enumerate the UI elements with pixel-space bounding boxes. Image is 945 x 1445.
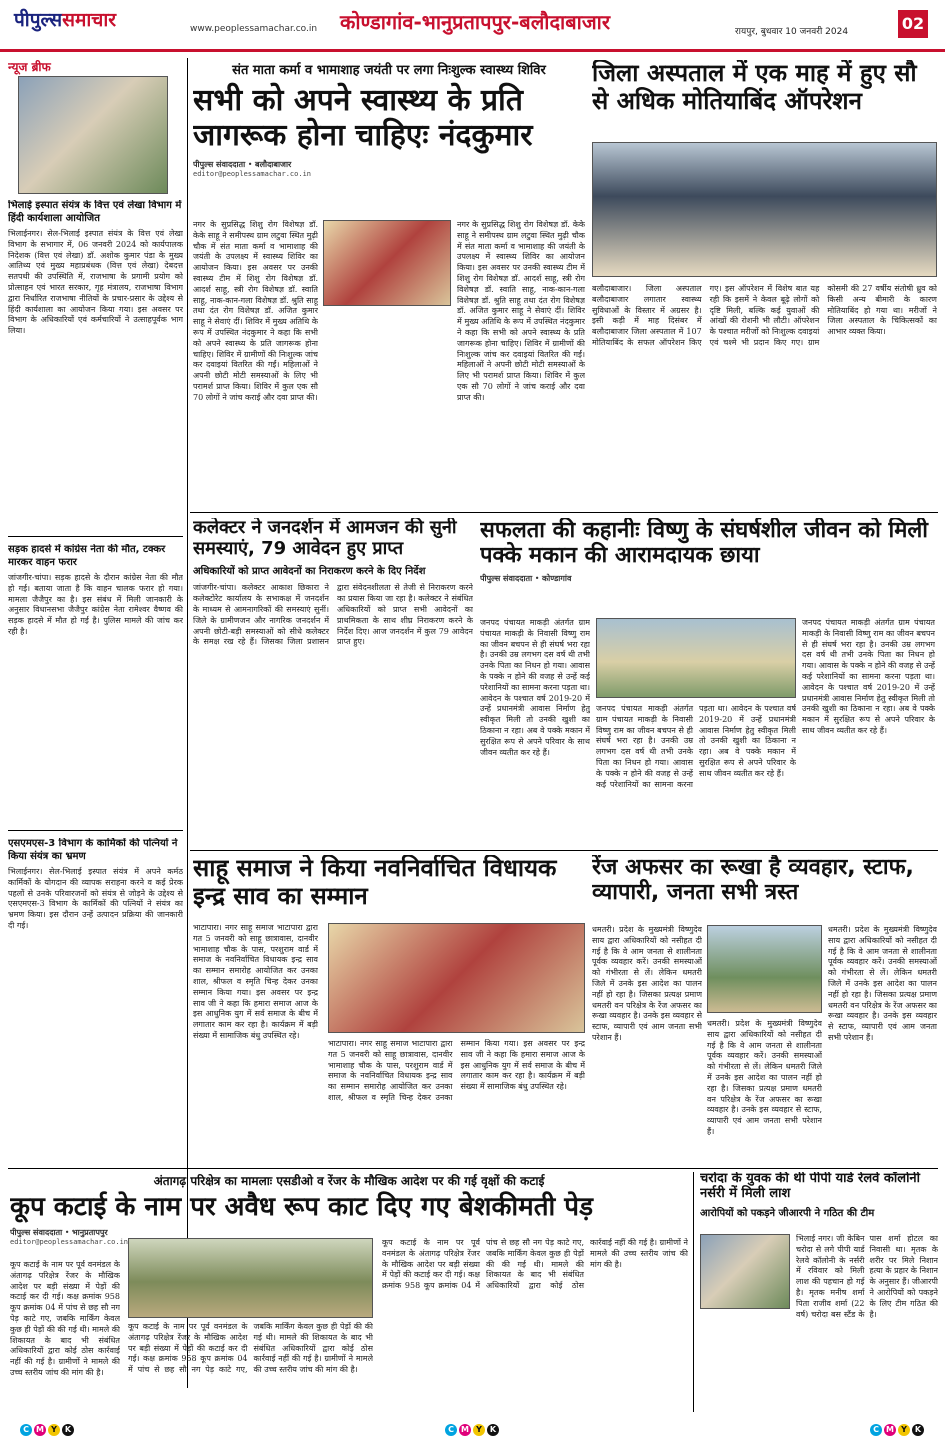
- masthead: [0, 0, 945, 52]
- story-eye-operation: [592, 60, 937, 510]
- brief-item: [8, 544, 183, 824]
- story-body-col3: धमतरी। प्रदेश के मुख्यमंत्री विष्णुदेव साय द्वारा अधिकारियों को नसीहत दी गई है कि वे आम जनता से शालीनता पूर्वक व्यवहार करें। उनकी समस्याओं को गंभीरता से लें। लेकिन धमतरी जिले में उनके इस आदेश का पालन नहीं हो रहा है। जिसका प्रत्यक्ष प्रमाण धमतरी वन परिक्षेत्र के रेंज अफसर का रूखा व्यवहार है। उनके इस व्यवहार से स्टाफ, व्यापारी एवं आम जनता सभी परेशान हैं।: [828, 925, 937, 1042]
- health-camp-photo: [323, 220, 451, 306]
- story-body-col2: नगर के सुप्रसिद्ध शिशु रोग विशेषज्ञ डॉ. केके साहू ने समीपस्थ ग्राम लटुवा स्थित मुढ़ी चौक में संत माता कर्मा व भामाशाह की जयंती के उपलक्ष्य में स्वास्थ्य शिविर का आयोजन किया। इस अवसर पर उनकी स्वास्थ्य टीम में शिशु रोग विशेषज्ञ डॉ. आदर्श साहू, स्त्री रोग विशेषज्ञ डॉ. स्वाति साहू, नाक-कान-गला विशेषज्ञ डॉ. श्रुति साहू तथा दंत रोग विशेषज्ञ डॉ. अजित कुमार साहू ने सेवाएं दीं। शिविर में मुख्य अतिथि के रूप में उपस्थित नंदकुमार ने कहा कि सभी को अपने स्वास्थ्य के प्रति जागरूक होना चाहिए। शिविर में ग्रामीणों की निःशुल्क जांच कर दवाइयां वितरित की गईं। महिलाओं ने अपनी छोटी मोटी समस्याओं के लिए भी परामर्श प्राप्त किया। शिविर में कुल एक सौ 70 लोगों ने जांच कराई और दवा प्राप्त की।: [457, 220, 585, 402]
- email-link[interactable]: editor@peoplessamachar.co.in: [193, 170, 312, 178]
- brief-headline: सड़क हादसे में कांग्रेस नेता की मौत, टक्कर मारकर वाहन फरार: [8, 544, 166, 568]
- story-headline: सफलता की कहानीः विष्णु के संघर्षशील जीवन को मिली पक्के मकान की आरामदायक छाया: [480, 518, 928, 569]
- range-office-photo: [707, 925, 822, 1013]
- byline: पीपुल्स संवाददाता • भानुप्रतापपुर: [10, 1227, 108, 1237]
- brief-body: भिलाईनगर। सेल-भिलाई इस्पात संयंत्र में अपने कर्मठ कार्मिकों के योगदान की व्यापक सराहना करने व कई प्रेरक पहलों से उनके परिवारजनों को संयंत्र से जोड़ने के उद्देश्य से एसएमएस-3 विभाग के कार्मिकों की पत्नियों ने संयंत्र का भ्रमण किया। इस दौरान उन्हें उत्पादन प्रक्रिया की जानकारी दी गई।: [8, 867, 183, 930]
- site-url: www.peoplessamachar.co.in: [190, 24, 318, 34]
- story-range-officer: [592, 855, 937, 1165]
- brief-headline: भिलाई इस्पात संयंत्र के वित्त एवं लेखा विभाग में हिंदी कार्यशाला आयोजित: [8, 200, 182, 224]
- story-subhead: अधिकारियों को प्राप्त आवेदनों का निराकरण करने के दिए निर्देश: [193, 566, 426, 578]
- story-kicker: संत माता कर्मा व भामाशाह जयंती पर लगा निःशुल्क स्वास्थ्य शिविर: [232, 63, 546, 78]
- byline: पीपुल्स संवाददाता • बलौदाबाजार: [193, 160, 292, 169]
- story-headline: रेंज अफसर का रूखा है व्यवहार, स्टाफ, व्यापारी, जनता सभी त्रस्त: [592, 855, 914, 906]
- story-body-col1: नगर के सुप्रसिद्ध शिशु रोग विशेषज्ञ डॉ. केके साहू ने समीपस्थ ग्राम लटुवा स्थित मुढ़ी चौक में संत माता कर्मा व भामाशाह की जयंती के उपलक्ष्य में स्वास्थ्य शिविर का आयोजन किया। इस अवसर पर उनकी स्वास्थ्य टीम में शिशु रोग विशेषज्ञ डॉ. आदर्श साहू, स्त्री रोग विशेषज्ञ डॉ. स्वाति साहू, नाक-कान-गला विशेषज्ञ डॉ. श्रुति साहू तथा दंत रोग विशेषज्ञ डॉ. अजित कुमार साहू ने सेवाएं दीं। शिविर में मुख्य अतिथि के रूप में उपस्थित नंदकुमार ने कहा कि सभी को अपने स्वास्थ्य के प्रति जागरूक होना चाहिए। शिविर में ग्रामीणों की निःशुल्क जांच कर दवाइयां वितरित की गईं। महिलाओं ने अपनी छोटी मोटी समस्याओं के लिए भी परामर्श प्राप्त किया। शिविर में कुल एक सौ 70 लोगों ने जांच कराई और दवा प्राप्त की।: [193, 220, 318, 402]
- story-health-camp: [193, 60, 585, 510]
- email-link[interactable]: editor@peoplessamachar.co.in: [10, 1237, 129, 1246]
- edition-title: कोण्डागांव-भानुप्रतापपुर-बलौदाबाजार: [340, 10, 611, 34]
- story-body-col2: जनपद पंचायत माकड़ी अंतर्गत ग्राम पंचायत माकड़ी के निवासी विष्णु राम का जीवन बचपन से ही संघर्ष भरा रहा है। उनकी उम्र लगभग दस वर्ष थी तभी उनके पिता का निधन हो गया। आवास के पक्के न होने की वजह से उन्हें कई परेशानियों का सामना करना पड़ता था। आवेदन के पश्चात वर्ष 2019-20 में उन्हें प्रधानमंत्री आवास निर्माण हेतु स्वीकृत मिली तो उनकी खुशी का ठिकाना न रहा। अब वे पक्के मकान में सुरक्षित रूप से अपने परिवार के साथ जीवन व्यतीत कर रहे हैं।: [596, 704, 796, 789]
- byline: पीपुल्स संवाददाता • कोण्डागांव: [480, 573, 572, 583]
- dateline: रायपुर, बुधवार 10 जनवरी 2024: [735, 27, 849, 37]
- story-body-col1: भाटापारा। नगर साहू समाज भाटापारा द्वारा गत 5 जनवरी को साहू छात्रावास, दानवीर भामाशाह चौक के पास, परशुराम वार्ड में समाज के नवनिर्वाचित विधायक इन्द्र साव का सम्मान समारोह आयोजित कर उनका शाल, श्रीफल व स्मृति चिन्ह देकर उनका सम्मान किया गया। इस अवसर पर इन्द्र साव जी ने कहा कि हमारा समाज आज के इस आधुनिक युग में सर्व समाज के बीच में लगातार काम कर रहा है। कार्यक्रम में बड़ी संख्या में सामाजिक बंधु उपस्थित रहे।: [193, 923, 318, 1040]
- story-tree-felling: [10, 1172, 688, 1412]
- story-vishnu-house: [480, 518, 935, 846]
- story-collector-jandarshan: [193, 518, 473, 846]
- story-body-col1: जनपद पंचायत माकड़ी अंतर्गत ग्राम पंचायत माकड़ी के निवासी विष्णु राम का जीवन बचपन से ही संघर्ष भरा रहा है। उनकी उम्र लगभग दस वर्ष थी तभी उनके पिता का निधन हो गया। आवास के पक्के न होने की वजह से उन्हें कई परेशानियों का सामना करना पड़ता था। आवेदन के पश्चात वर्ष 2019-20 में उन्हें प्रधानमंत्री आवास निर्माण हेतु स्वीकृत मिली तो उनकी खुशी का ठिकाना न रहा। अब वे पक्के मकान में सुरक्षित रूप से अपने परिवार के साथ जीवन व्यतीत कर रहे हैं।: [480, 618, 590, 757]
- brief-headline: एसएमएस-3 विभाग के कार्मिकों की पत्नियों ने किया संयंत्र का भ्रमण: [8, 838, 178, 862]
- story-charoda-body-found: [700, 1172, 938, 1412]
- story-body: बलौदाबाजार। जिला अस्पताल बलौदाबाजार लगातार स्वास्थ्य सुविधाओं के विस्तार में अग्रसर है। इसी कड़ी में माह दिसंबर में बलौदाबाजार जिला अस्पताल में 107 मोतियाबिंद के सफल ऑपरेशन किए गए। इस ऑपरेशन में विशेष बात यह रही कि इसमें ने केवल बूढ़े लोगों को दृष्टि मिली, बल्कि कई युवाओं की आंखों की रोशनी भी लौटी। ऑपरेशन के पश्चात मरीजों को निःशुल्क दवाइयां एवं चश्मे भी प्रदान किए गए। ग्राम कोसमी की 27 वर्षीय संतोषी ध्रुव को किसी अन्य बीमारी के कारण मोतियाबिंद हो गया था। मरीजों ने जिला अस्पताल के चिकित्सकों का आभार व्यक्त किया।: [592, 284, 937, 347]
- brief-item: [8, 200, 183, 530]
- brief-item: [8, 838, 183, 1068]
- story-headline: साहू समाज ने किया नवनिर्वाचित विधायक इन्द्र साव का सम्मान: [193, 855, 557, 910]
- story-body: भिलाई नगर। जी केबिन चरोदा से लगे पीपी यार्ड रेलवे कॉलोनी के नर्सरी में रविवार को मिली लाश की पहचान हो गई है। मृतक मनीष शर्मा पिता राजीव शर्मा (22 वर्ष) चरोदा बस स्टैंड के पास शर्मा होटल का निवासी था। मृतक के शरीर पर मिले निशान हत्या के प्रहार के निशान के अनुसार हैं। जीआरपी ने आरोपियों को पकड़ने के लिए टीम गठित की है।: [796, 1234, 938, 1319]
- page-number: 02: [898, 10, 928, 38]
- cmyk-registration-mark: C M Y K: [20, 1424, 74, 1436]
- brief-body: जांजगीर-चांपा। सड़क हादसे के दौरान कांग्रेस नेता की मौत हो गई। बताया जाता है कि वाहन चालक फरार हो गया। मामला जैजैपुर का है। इस संबंध में मिली जानकारी के अनुसार विधानसभा जैजैपुर कांग्रेस नेता रामेश्वर वैष्णव की सड़क हादसे में मौत हो गई है। पुलिस मामले की जांच कर रही है।: [8, 573, 183, 636]
- story-headline: कलेक्टर ने जनदर्शन में आमजन की सुनी समस्याएं, 79 आवेदन हुए प्राप्त: [193, 518, 457, 559]
- story-body-col3: कूप कटाई के नाम पर पूर्व वनमंडल के अंतागढ़ परिक्षेत्र रेंजर के मौखिक आदेश पर बड़ी संख्या में पेड़ों की कटाई कर दी गई। कक्ष क्रमांक 958 कूप क्रमांक 04 में पांच से छह सौ नग पेड़ काटे गए, जबकि मार्किंग केवल कुछ ही पेड़ों की की गई थी। मामले की शिकायत के बाद भी संबंधित अधिकारियों द्वारा कोई ठोस कार्रवाई नहीं की गई है। ग्रामीणों ने मामले की उच्च स्तरीय जांच की मांग की है।: [382, 1238, 688, 1291]
- cmyk-registration-mark: C M Y K: [870, 1424, 924, 1436]
- news-brief-label: न्यूज ब्रीफ: [8, 60, 51, 74]
- story-body-col2: कूप कटाई के नाम पर पूर्व वनमंडल के अंतागढ़ परिक्षेत्र रेंजर के मौखिक आदेश पर बड़ी संख्या में पेड़ों की कटाई कर दी गई। कक्ष क्रमांक 958 कूप क्रमांक 04 में पांच से छह सौ नग पेड़ काटे गए, जबकि मार्किंग केवल कुछ ही पेड़ों की की गई थी। मामले की शिकायत के बाद भी संबंधित अधिकारियों द्वारा कोई ठोस कार्रवाई नहीं की गई है। ग्रामीणों ने मामले की उच्च स्तरीय जांच की मांग की है।: [128, 1322, 373, 1375]
- sahu-samaj-photo: [328, 923, 585, 1033]
- story-sahu-samaj: [193, 855, 585, 1165]
- victim-photo: [700, 1234, 790, 1309]
- story-headline: कूप कटाई के नाम पर अवैध रूप काट दिए गए बेशकीमती पेड़: [10, 1192, 593, 1222]
- story-body-col2: भाटापारा। नगर साहू समाज भाटापारा द्वारा गत 5 जनवरी को साहू छात्रावास, दानवीर भामाशाह चौक के पास, परशुराम वार्ड में समाज के नवनिर्वाचित विधायक इन्द्र साव का सम्मान समारोह आयोजित कर उनका शाल, श्रीफल व स्मृति चिन्ह देकर उनका सम्मान किया गया। इस अवसर पर इन्द्र साव जी ने कहा कि हमारा समाज आज के इस आधुनिक युग में सर्व समाज के बीच में लगातार काम कर रहा है। कार्यक्रम में बड़ी संख्या में सामाजिक बंधु उपस्थित रहे।: [328, 1039, 585, 1102]
- story-body: जांजगीर-चांपा। कलेक्टर आकाश छिकारा ने कलेक्टोरेट कार्यालय के सभाकक्ष में जनदर्शन के माध्यम से आमनागरिकों की समस्याएं सुनीं। जिले के ग्रामीणजन और नागरिक जनदर्शन में अपनी छोटी-बड़ी समस्याओं को सीधे कलेक्टर के समक्ष रख रहे हैं। जिसका जिला प्रशासन द्वारा संवेदनशीलता से तेजी से निराकरण करने का प्रयास किया जा रहा है। कलेक्टर ने संबंधित अधिकारियों को प्राप्त सभी आवेदनों का प्राथमिकता के साथ शीघ्र निराकरण करने के निर्देश दिए। आज जनदर्शन में कुल 79 आवेदन प्राप्त हुए।: [193, 583, 473, 647]
- story-body-col2: धमतरी। प्रदेश के मुख्यमंत्री विष्णुदेव साय द्वारा अधिकारियों को नसीहत दी गई है कि वे आम जनता से शालीनता पूर्वक व्यवहार करें। उनकी समस्याओं को गंभीरता से लें। लेकिन धमतरी जिले में उनके इस आदेश का पालन नहीं हो रहा है। जिसका प्रत्यक्ष प्रमाण धमतरी वन परिक्षेत्र के रेंज अफसर का रूखा व्यवहार है। उनके इस व्यवहार से स्टाफ, व्यापारी एवं आम जनता सभी परेशान हैं।: [707, 1019, 822, 1136]
- story-subhead: आरोपियों को पकड़ने जीआरपी ने गठित की टीम: [700, 1207, 875, 1219]
- felled-trees-photo: [128, 1238, 373, 1318]
- story-kicker: अंतागढ़ परिक्षेत्र का मामलाः एसडीओ व रेंजर के मौखिक आदेश पर की गई वृक्षों की कटाई: [153, 1174, 545, 1188]
- story-headline: चरोदा के युवक की थी पीपी यार्ड रेलवे कॉलोनी नर्सरी में मिली लाश: [700, 1172, 921, 1201]
- story-body-col3: जनपद पंचायत माकड़ी अंतर्गत ग्राम पंचायत माकड़ी के निवासी विष्णु राम का जीवन बचपन से ही संघर्ष भरा रहा है। उनकी उम्र लगभग दस वर्ष थी तभी उनके पिता का निधन हो गया। आवास के पक्के न होने की वजह से उन्हें कई परेशानियों का सामना करना पड़ता था। आवेदन के पश्चात वर्ष 2019-20 में उन्हें प्रधानमंत्री आवास निर्माण हेतु स्वीकृत मिली तो उनकी खुशी का ठिकाना न रहा। अब वे पक्के मकान में सुरक्षित रूप से अपने परिवार के साथ जीवन व्यतीत कर रहे हैं।: [802, 618, 935, 735]
- house-photo: [596, 618, 796, 698]
- brief-body: भिलाईनगर। सेल-भिलाई इस्पात संयंत्र के वित्त एवं लेखा विभाग के सभागार में, 06 जनवरी 2024 को कार्यपालक निदेशक (वित्त एवं लेखा) डॉ. अशोक कुमार पंडा के मुख्य आतिथ्य एवं मुख्य महाप्रबंधक (वित्त एवं लेखा) देबदत्त सतपथी की उपस्थिति में, राजभाषा के प्रगामी प्रयोग को प्रोत्साहन एवं भारत सरकार, गृह मंत्रालय, राजभाषा विभाग द्वारा निर्धारित राजभाषा नीतियों के प्रचार-प्रसार के उद्देश्य से हिंदी कार्यशाला का आयोजन किया गया। इस अवसर पर विभाग के अधिकारियों एवं कर्मचारियों ने उत्साहपूर्वक भाग लिया।: [8, 229, 183, 336]
- brief-photo-hindi-workshop: [18, 76, 168, 194]
- newspaper-logo: पीपुल्ससमाचार: [14, 9, 117, 31]
- story-body-col1: धमतरी। प्रदेश के मुख्यमंत्री विष्णुदेव साय द्वारा अधिकारियों को नसीहत दी गई है कि वे आम जनता से शालीनता पूर्वक व्यवहार करें। उनकी समस्याओं को गंभीरता से लें। लेकिन धमतरी जिले में उनके इस आदेश का पालन नहीं हो रहा है। जिसका प्रत्यक्ष प्रमाण धमतरी वन परिक्षेत्र के रेंज अफसर का रूखा व्यवहार है। उनके इस व्यवहार से स्टाफ, व्यापारी एवं आम जनता सभी परेशान हैं।: [592, 925, 702, 1042]
- story-headline: सभी को अपने स्वास्थ्य के प्रति जागरूक होना चाहिएः नंदकुमार: [193, 83, 533, 153]
- eye-patients-photo: [592, 142, 937, 277]
- cmyk-registration-mark: C M Y K: [445, 1424, 499, 1436]
- story-headline: जिला अस्पताल में एक माह में हुए सौ से अधिक मोतियाबिंद ऑपरेशन: [592, 60, 917, 115]
- story-body-col1: कूप कटाई के नाम पर पूर्व वनमंडल के अंतागढ़ परिक्षेत्र रेंजर के मौखिक आदेश पर बड़ी संख्या में पेड़ों की कटाई कर दी गई। कक्ष क्रमांक 958 कूप क्रमांक 04 में पांच से छह सौ नग पेड़ काटे गए, जबकि मार्किंग केवल कुछ ही पेड़ों की की गई थी। मामले की शिकायत के बाद भी संबंधित अधिकारियों द्वारा कोई ठोस कार्रवाई नहीं की गई है। ग्रामीणों ने मामले की उच्च स्तरीय जांच की मांग की है।: [10, 1260, 120, 1377]
